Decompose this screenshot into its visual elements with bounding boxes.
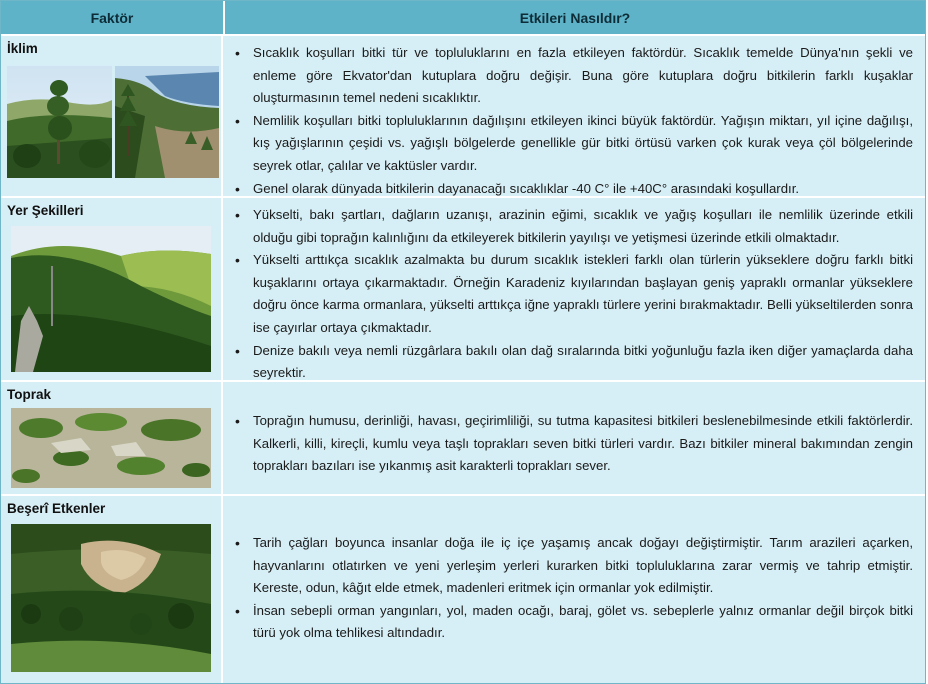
effects-cell bbox=[223, 496, 925, 683]
effects-list bbox=[233, 42, 913, 200]
rocky-soil-photo bbox=[11, 408, 211, 488]
factor-cell bbox=[1, 496, 223, 683]
list-item: • Yükselti arttıkça sıcaklık azalmakta bu durum sıcaklık istekleri farklı olan türlerin yükseklere doğru farklı bitki kuşaklarını ortaya çıkarmaktadır. Örneğin Karadeniz kıyılarından başlayan geniş yapraklı ormanlar yükseklere doğru önce karma ormanlara, yükselti arttıkça iğne yapraklı türlere yerini bırakmaktadır. Belli yükseltilerden sonra ise çayırlar ortaya çıkmaktadır. bbox=[253, 249, 913, 339]
coastal-forest-photo bbox=[115, 66, 219, 178]
factor-title: Toprak bbox=[7, 387, 52, 402]
header-factor: Faktör bbox=[1, 1, 225, 34]
list-item: • Yükselti, bakı şartları, dağların uzanışı, arazinin eğimi, sıcaklık ve yağış koşulları ile nemlilik üzerinde etkili olduğu gibi toprağın kalınlığını da etkileyerek bitkilerin yayılışı ve yetişmesi üzerinde etkili olmaktadır. bbox=[253, 204, 913, 249]
effects-cell bbox=[223, 382, 925, 494]
effects-list bbox=[233, 532, 913, 645]
list-item: • İnsan sebepli orman yangınları, yol, maden ocağı, baraj, gölet vs. sebeplerle yalnız ormanlar değil birçok bitki türü yok olma tehlikesi altındadır. bbox=[253, 600, 913, 645]
table-row-beseri-etkenler bbox=[1, 496, 925, 683]
list-item: • Sıcaklık koşulları bitki tür ve topluluklarını en fazla etkileyen faktördür. Sıcaklık temelde Dünya'nın şekli ve enleme göre Ekvator'dan kutuplara doğru değişir. Buna göre kutuplara doğru bitkilerin farklı kuşaklar oluşturmasının temel nedeni sıcaklıktır. bbox=[253, 42, 913, 110]
table-row-iklim bbox=[1, 36, 925, 198]
factor-title: Yer Şekilleri bbox=[7, 203, 84, 218]
factor-cell bbox=[1, 36, 223, 196]
mountain-forest-photo bbox=[11, 226, 211, 372]
cleared-forest-photo bbox=[11, 524, 211, 672]
table-header bbox=[1, 1, 925, 36]
factor-title: İklim bbox=[7, 41, 38, 56]
effects-cell bbox=[223, 36, 925, 196]
effects-list bbox=[233, 204, 913, 385]
forest-tree-photo bbox=[7, 66, 112, 178]
header-effects: Etkileri Nasıldır? bbox=[519, 9, 631, 26]
effects-list bbox=[233, 410, 913, 478]
list-item: • Tarih çağları boyunca insanlar doğa ile iç içe yaşamış ancak doğayı değiştirmiştir. Tarım arazileri açarken, hayvanlarını otlatırken ve yeni yerleşim yerleri kurarken bitki topluluklarına zarar vermiş ve tahrip etmiştir. Kereste, odun, kâğıt elde etmek, madenleri eritmek için ormanlar yok edilmiştir. bbox=[253, 532, 913, 600]
factor-cell bbox=[1, 382, 223, 494]
effects-cell bbox=[223, 198, 925, 380]
table-row-yer-sekilleri bbox=[1, 198, 925, 382]
list-item: • Denize bakılı veya nemli rüzgârlara bakılı olan dağ sıralarında bitki yoğunluğu fazla iken diğer yamaçlarda daha seyrektir. bbox=[253, 340, 913, 385]
table-row-toprak bbox=[1, 382, 925, 496]
factor-title: Beşerî Etkenler bbox=[7, 501, 106, 516]
list-item: • Nemlilik koşulları bitki topluluklarının dağılışını etkileyen ikinci büyük faktördür. Yağışın miktarı, yıl içine dağılışı, kış yağışlarının çeşidi vs. yağışlı bölgelerde genellikle gür bitki örtüsü varken çok kurak veya çöl bölgelerinde seyrek otlar, çalılar ve kaktüsler vardır. bbox=[253, 110, 913, 178]
list-item: • Toprağın humusu, derinliği, havası, geçirimliliği, su tutma kapasitesi bitkileri beslenebilmesinde etkili faktörlerdir. Kalkerli, killi, kireçli, kumlu veya taşlı toprakları seven bitki türleri vardır. Bazı bitkiler mineral bakımından zengin toprakları bazıları ise yıkanmış asit karakterli toprakları sever. bbox=[253, 410, 913, 478]
factor-cell bbox=[1, 198, 223, 380]
list-item: • Genel olarak dünyada bitkilerin dayanacağı sıcaklıklar -40 C° ile +40C° arasındaki koşullardır. bbox=[253, 178, 913, 201]
